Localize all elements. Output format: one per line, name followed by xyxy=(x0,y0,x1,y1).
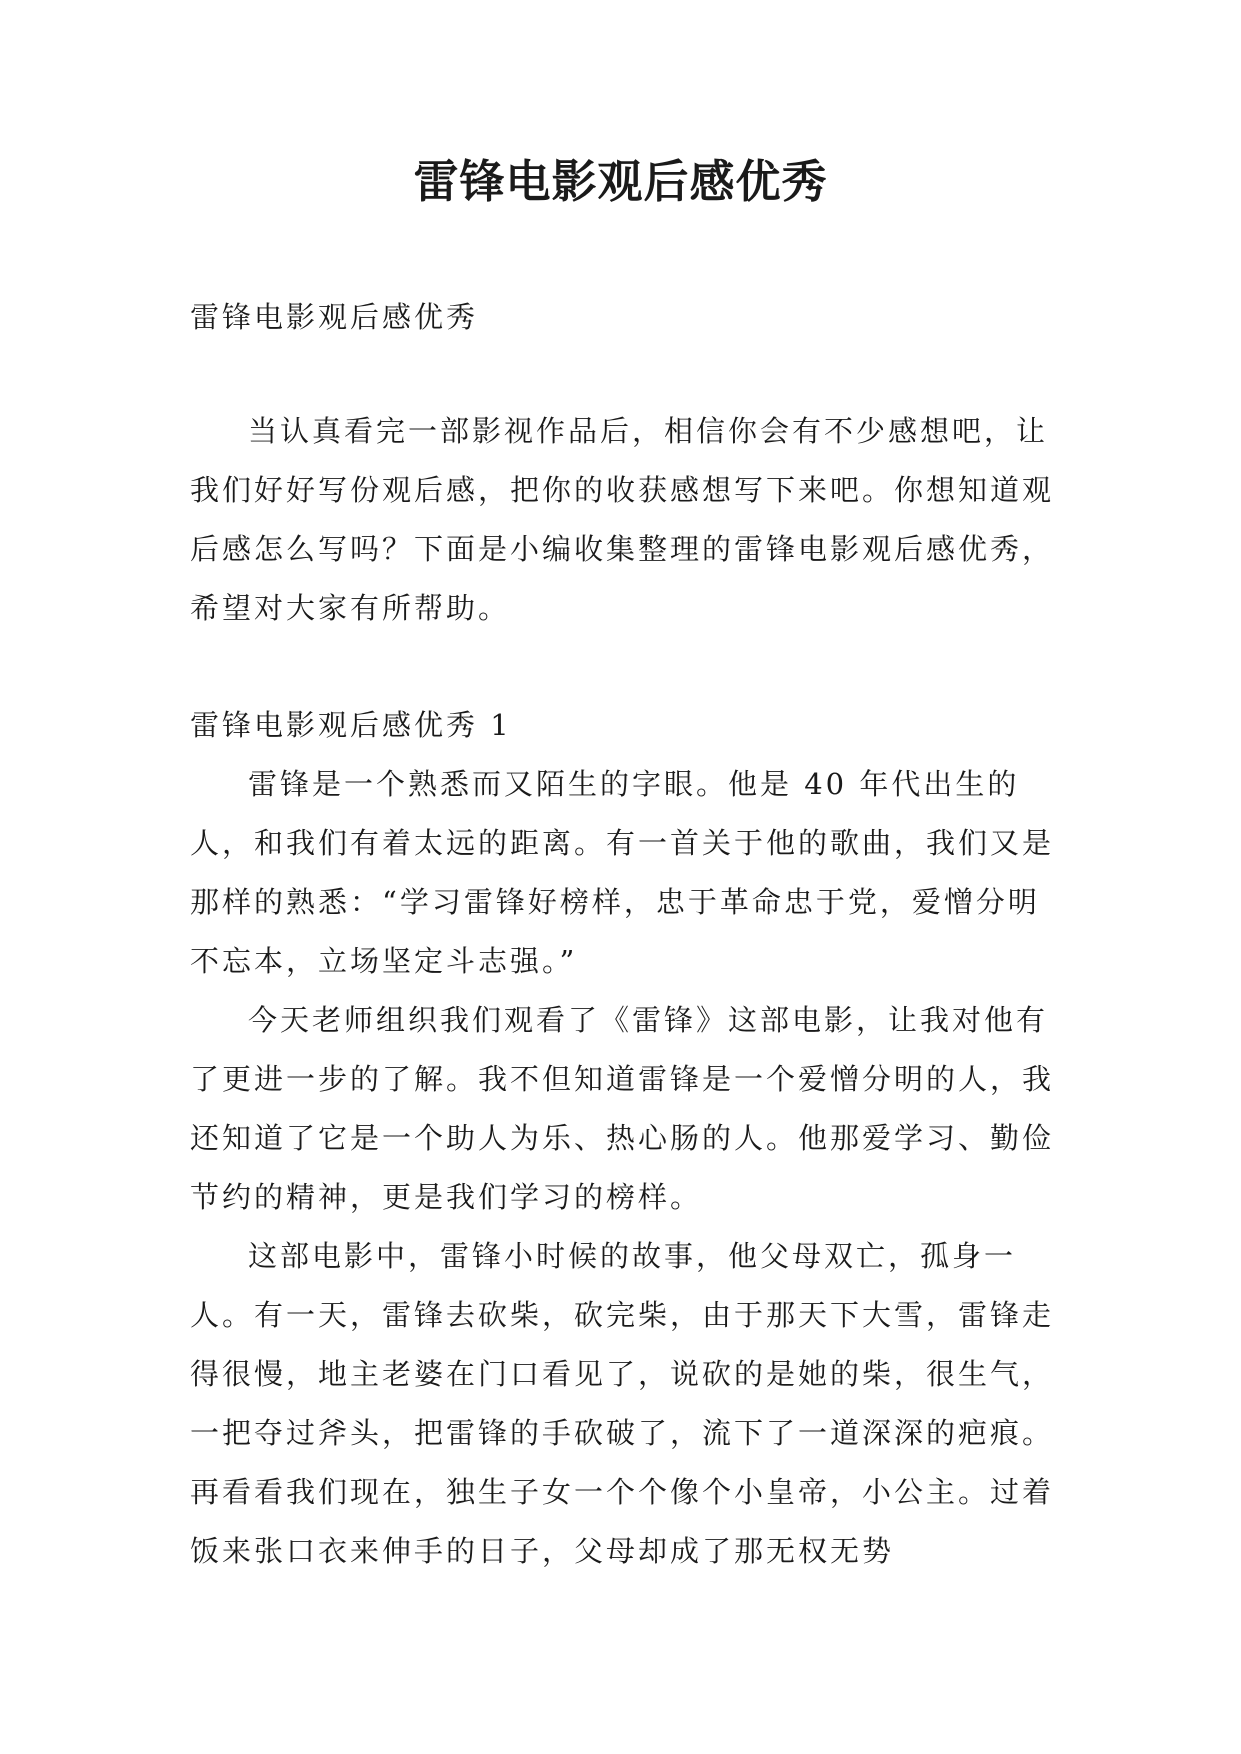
document-subtitle: 雷锋电影观后感优秀 xyxy=(190,300,479,334)
body-paragraph-1: 雷锋是一个熟悉而又陌生的字眼。他是 40 年代出生的人，和我们有着太远的距离。有一首关于他的歌曲，我们又是那样的熟悉：“学习雷锋好榜样，忠于革命忠于党，爱憎分明不忘本，立场坚定斗志强。” xyxy=(190,767,1055,978)
document-title: 雷锋电影观后感优秀 xyxy=(413,155,828,208)
body-paragraph-2: 今天老师组织我们观看了《雷锋》这部电影，让我对他有了更进一步的了解。我不但知道雷锋是一个爱憎分明的人，我还知道了它是一个助人为乐、热心肠的人。他那爱学习、勤俭节约的精神，更是我们学习的榜样。 xyxy=(190,1003,1055,1214)
intro-paragraph: 当认真看完一部影视作品后，相信你会有不少感想吧，让我们好好写份观后感，把你的收获感想写下来吧。你想知道观后感怎么写吗？下面是小编收集整理的雷锋电影观后感优秀，希望对大家有所帮助。 xyxy=(190,414,1055,625)
section-body xyxy=(190,755,1065,1581)
body-paragraph-3: 这部电影中，雷锋小时候的故事，他父母双亡，孤身一人。有一天，雷锋去砍柴，砍完柴，由于那天下大雪，雷锋走得很慢，地主老婆在门口看见了，说砍的是她的柴，很生气，一把夺过斧头，把雷锋的手砍破了，流下了一道深深的疤痕。再看看我们现在，独生子女一个个像个小皇帝，小公主。过着饭来张口衣来伸手的日子，父母却成了那无权无势 xyxy=(190,1239,1055,1568)
section-heading: 雷锋电影观后感优秀 1 xyxy=(190,708,512,742)
